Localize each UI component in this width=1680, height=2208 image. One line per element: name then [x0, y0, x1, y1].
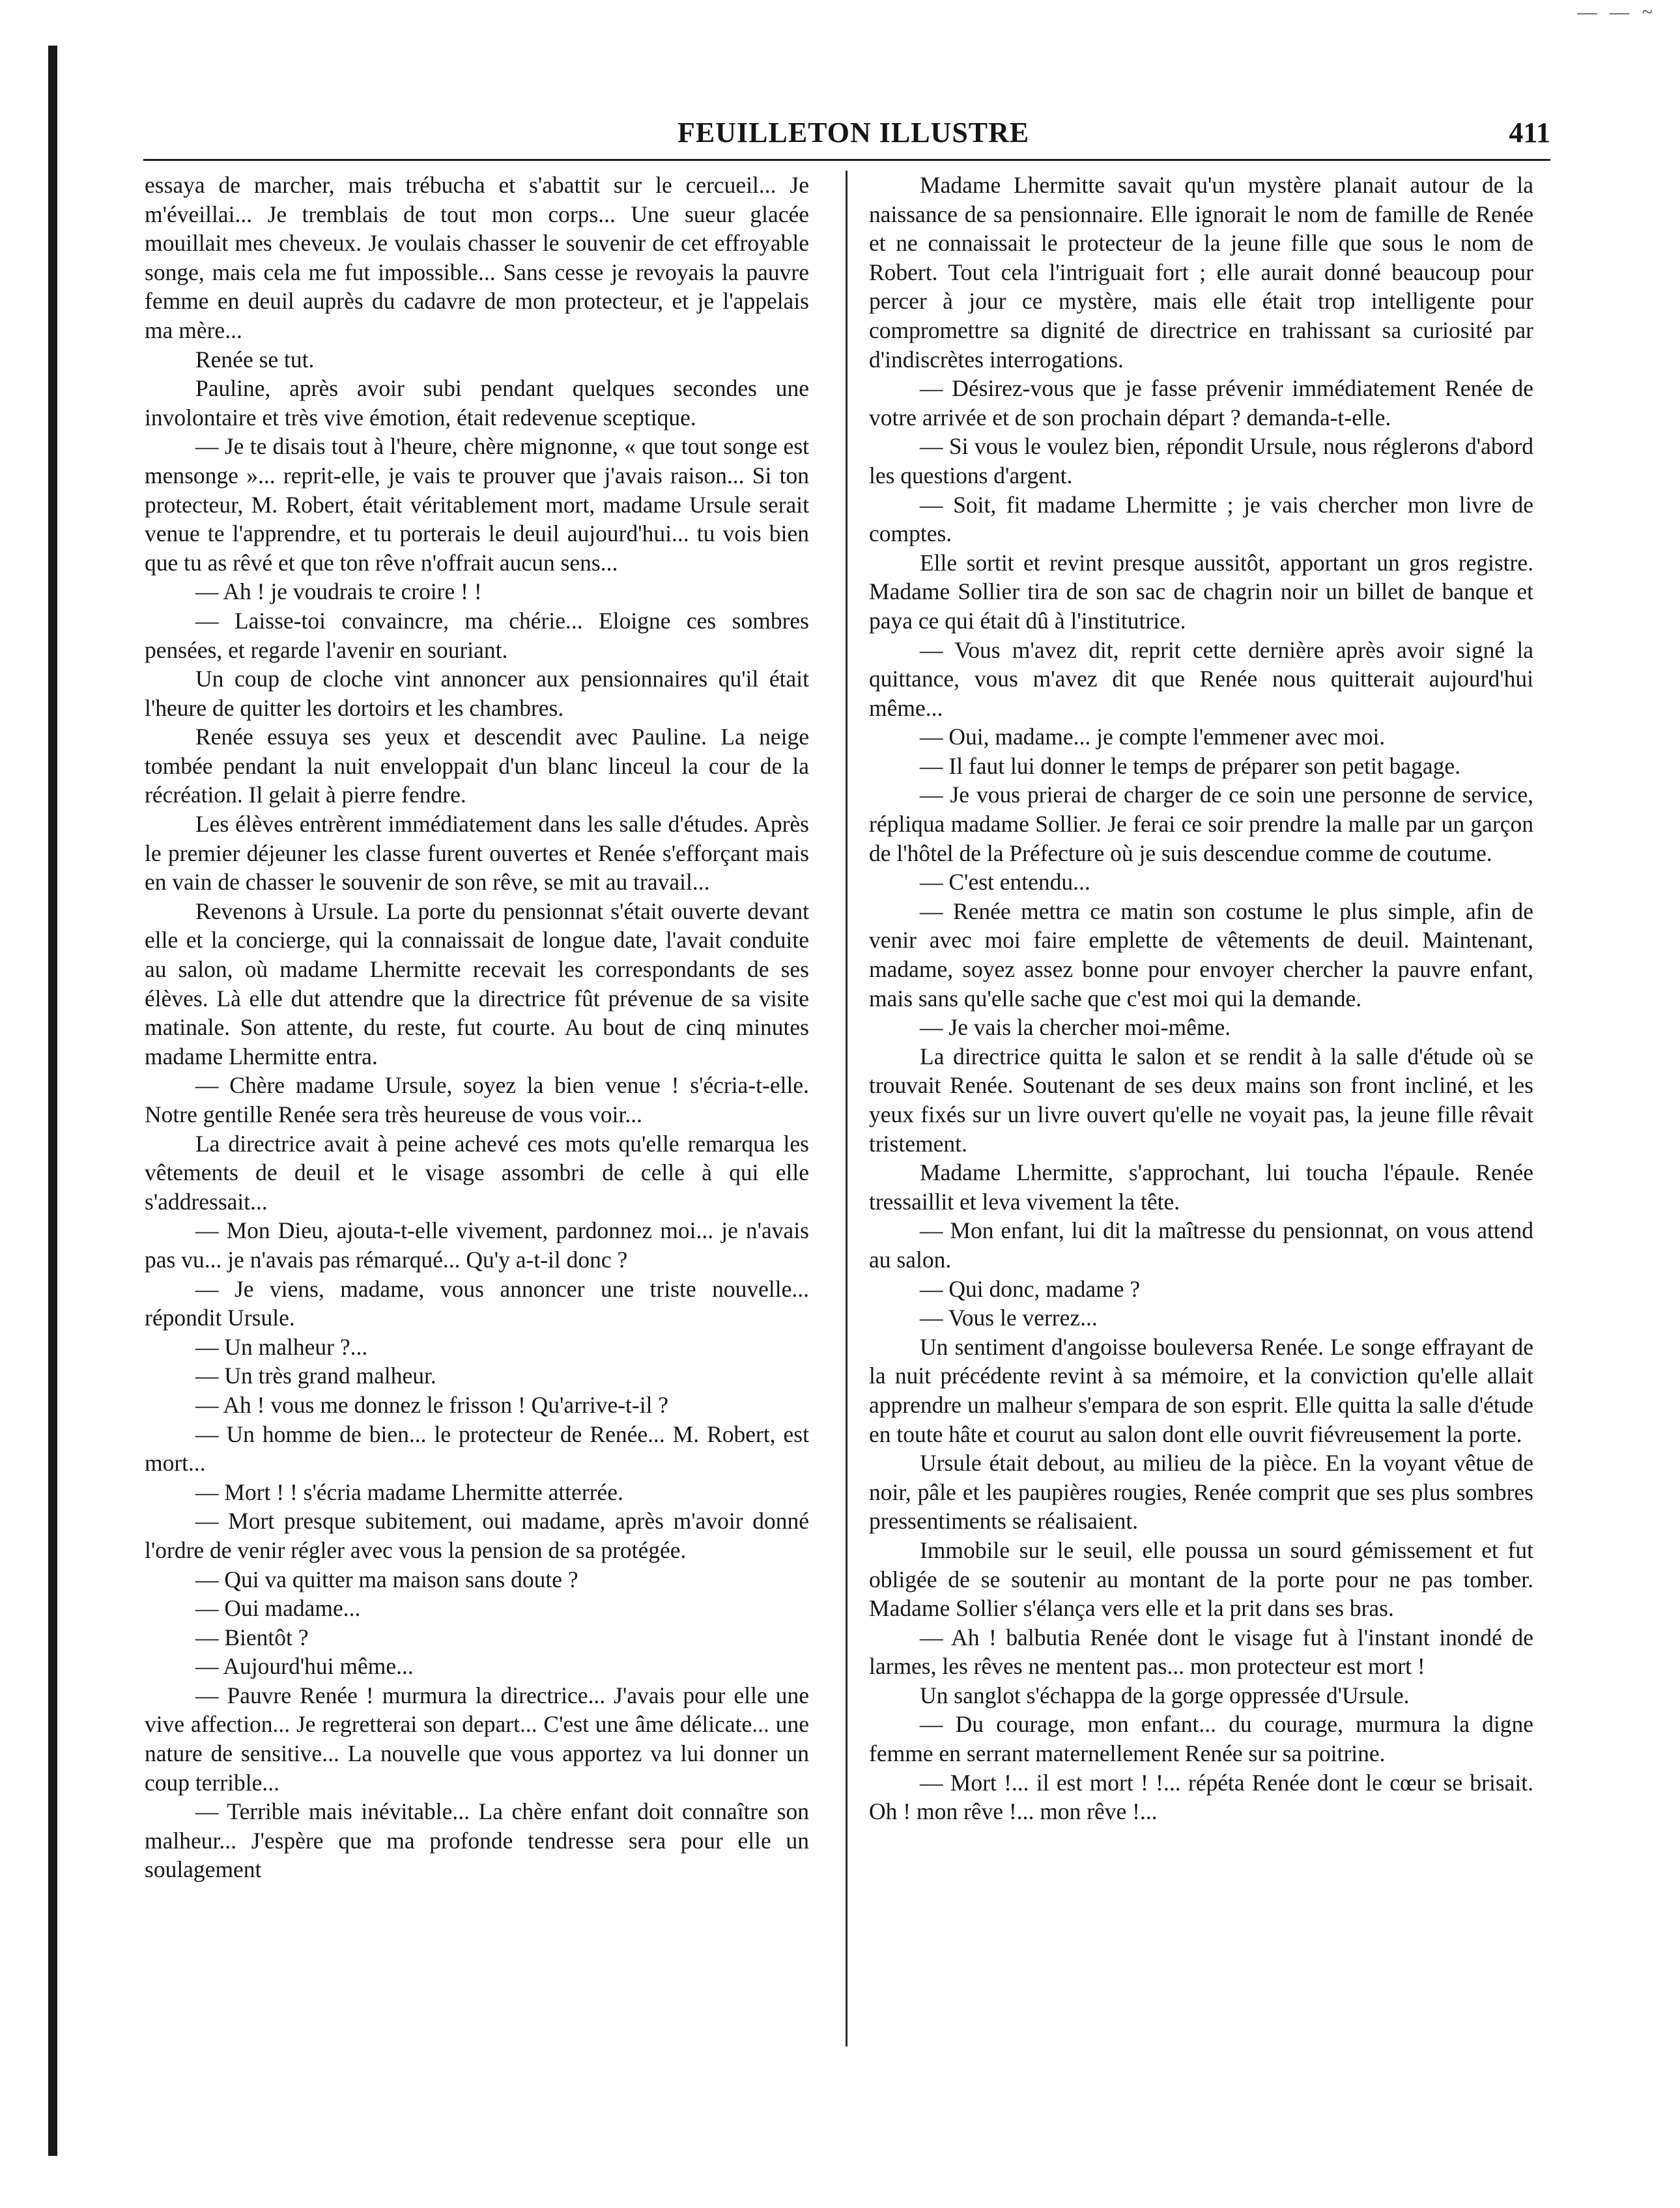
paragraph: — Je vais la chercher moi-même.	[920, 1014, 1231, 1041]
paragraph: — Chère madame Ursule, soyez la bien venue ! s'écria-t-elle. Notre gentille Renée sera très heureuse de vous voir...	[145, 1072, 809, 1127]
paragraph: La directrice quitta le salon et se rendit à la salle d'étude où se trouvait Renée. Soutenant de ses deux mains son front incliné, et les yeux fixés sur un livre ouvert qu'elle ne voyait pas, la jeune fille rêvait tristement.	[869, 1043, 1533, 1157]
paragraph: — Du courage, mon enfant... du courage, murmura la digne femme en serrant maternellement Renée sur sa poitrine.	[869, 1711, 1533, 1767]
paragraph: — Qui va quitter ma maison sans doute ?	[195, 1566, 578, 1592]
paragraph: — Terrible mais inévitable... La chère enfant doit connaître son malheur... J'espère que ma profonde tendresse sera pour elle un soulagement	[145, 1798, 809, 1883]
paragraph: — Aujourd'hui même...	[195, 1653, 414, 1680]
paragraph: Un sentiment d'angoisse bouleversa Renée. Le songe effrayant de la nuit précédente revint à sa mémoire, et la conviction qu'elle allait apprendre un malheur s'empara de son esprit. Elle quitta la salle d'étude en toute hâte et courut au salon dont elle ouvrit fiévreusement la porte.	[869, 1333, 1533, 1447]
paragraph: Un sanglot s'échappa de la gorge oppressée d'Ursule.	[920, 1682, 1410, 1708]
paragraph: Ursule était debout, au milieu de la pièce. En la voyant vêtue de noir, pâle et les paupières rougies, Renée comprit que ses plus sombres pressentiments se réalisaient.	[869, 1450, 1533, 1535]
paragraph: — Un malheur ?...	[195, 1333, 368, 1360]
column-rule	[846, 171, 847, 2046]
paragraph: — Mort presque subitement, oui madame, après m'avoir donné l'ordre de venir régler avec vous la pension de sa protégée.	[145, 1508, 809, 1563]
paragraph: — Je vous prierai de charger de ce soin une personne de service, répliqua madame Sollier. Je ferai ce soir prendre la malle par un garçon de l'hôtel de la Préfecture où je suis descendue comme de coutume.	[869, 782, 1533, 866]
paragraph: Un coup de cloche vint annoncer aux pensionnaires qu'il était l'heure de quitter les dortoirs et les chambres.	[145, 666, 809, 721]
paragraph: — Laisse-toi convaincre, ma chérie... Eloigne ces sombres pensées, et regarde l'avenir en souriant.	[145, 607, 809, 663]
paragraph: — Vous m'avez dit, reprit cette dernière après avoir signé la quittance, vous m'avez dit que Renée nous quitterait aujourd'hui même...	[869, 636, 1533, 721]
paragraph: Madame Lhermitte savait qu'un mystère planait autour de la naissance de sa pensionnaire. Elle ignorait le nom de famille de Renée et ne connaissait le protecteur de la jeune fille que sous le nom de Robert. Tout cela l'intriguait fort ; elle aurait donné beaucoup pour percer à jour ce mystère, mais elle était trop intelligente pour compromettre sa dignité de directrice en trahissant sa curiosité par d'indiscrètes interrogations.	[869, 172, 1533, 373]
paragraph: — Désirez-vous que je fasse prévenir immédiatement Renée de votre arrivée et de son prochain départ ? demanda-t-elle.	[869, 375, 1533, 431]
paragraph: — Mon enfant, lui dit la maîtresse du pensionnat, on vous attend au salon.	[869, 1217, 1533, 1273]
paragraph: — Je viens, madame, vous annoncer une triste nouvelle... répondit Ursule.	[145, 1275, 809, 1331]
paragraph: — C'est entendu...	[920, 869, 1090, 896]
paragraph: — Mon Dieu, ajouta-t-elle vivement, pardonnez moi... je n'avais pas vu... je n'avais pas rémarqué... Qu'y a-t-il donc ?	[145, 1217, 809, 1273]
paragraph: Revenons à Ursule. La porte du pensionnat s'était ouverte devant elle et la concierge, qui la connaissait de longue date, l'avait conduite au salon, où madame Lhermitte recevait les correspondants de ses élèves. Là elle dut attendre que la directrice fût prévenue de sa visite matinale. Son attente, du reste, fut courte. Au bout de cinq minutes madame Lhermitte entra.	[145, 898, 809, 1069]
paragraph: Renée se tut.	[195, 346, 315, 373]
paragraph: — Renée mettra ce matin son costume le plus simple, afin de venir avec moi faire emplette de vêtements de deuil. Maintenant, madame, soyez assez bonne pour envoyer chercher la pauvre enfant, mais sans qu'elle sache que c'est moi qui la demande.	[869, 898, 1533, 1012]
paragraph: — Mort !... il est mort ! !... répéta Renée dont le cœur se brisait. Oh ! mon rêve !... mon rêve !...	[869, 1769, 1533, 1825]
paragraph: Renée essuya ses yeux et descendit avec Pauline. La neige tombée pendant la nuit enveloppait d'un blanc linceul la cour de la récréation. Il gelait à pierre fendre.	[145, 724, 809, 808]
paragraph: — Un homme de bien... le protecteur de Renée... M. Robert, est mort...	[145, 1421, 809, 1477]
paragraph: — Il faut lui donner le temps de préparer son petit bagage.	[920, 752, 1461, 779]
binding-edge	[48, 46, 57, 2156]
paragraph: — Ah ! balbutia Renée dont le visage fut à l'instant inondé de larmes, les rêves ne mentent pas... mon protecteur est mort !	[869, 1624, 1533, 1680]
paragraph: — Pauvre Renée ! murmura la directrice... J'avais pour elle une vive affection... Je regretterai son depart... C'est une âme délicate... une nature de sensitive... La nouvelle que vous apportez va lui donner un coup terrible...	[145, 1682, 809, 1796]
right-column	[869, 171, 1533, 1826]
running-title: FEUILLETON ILLUSTRE	[677, 117, 1030, 149]
paragraph: — Si vous le voulez bien, répondit Ursule, nous réglerons d'abord les questions d'argent.	[869, 433, 1533, 488]
header-rule	[143, 159, 1550, 161]
corner-ink-mark: — — ~	[1577, 1, 1657, 23]
paragraph: — Bientôt ?	[195, 1624, 309, 1650]
paragraph: essaya de marcher, mais trébucha et s'abattit sur le cercueil... Je m'éveillai... Je tremblais de tout mon corps... Une sueur glacée mouillait mes cheveux. Je voulais chasser le souvenir de cet effroyable songe, mais cela me fut impossible... Sans cesse je revoyais la pauvre femme en deuil auprès du cadavre de mon protecteur, et je l'appelais ma mère...	[145, 172, 809, 343]
paragraph: Madame Lhermitte, s'approchant, lui toucha l'épaule. Renée tressaillit et leva vivement la tête.	[869, 1159, 1533, 1215]
paragraph: — Mort ! ! s'écria madame Lhermitte atterrée.	[195, 1479, 623, 1505]
paragraph: — Ah ! vous me donnez le frisson ! Qu'arrive-t-il ?	[195, 1391, 669, 1418]
left-column	[145, 171, 809, 1884]
paragraph: — Oui, madame... je compte l'emmener avec moi.	[920, 724, 1386, 750]
page-header	[143, 116, 1550, 155]
paragraph: — Oui madame...	[195, 1595, 361, 1622]
paragraph: — Vous le verrez...	[920, 1305, 1098, 1331]
page-number: 411	[1509, 117, 1550, 149]
paragraph: — Qui donc, madame ?	[920, 1275, 1141, 1302]
paragraph: — Ah ! je voudrais te croire ! !	[195, 578, 482, 605]
paragraph: La directrice avait à peine achevé ces mots qu'elle remarqua les vêtements de deuil et le visage assombri de celle à qui elle s'addressait...	[145, 1130, 809, 1215]
paragraph: Elle sortit et revint presque aussitôt, apportant un gros registre. Madame Sollier tira de son sac de chagrin noir un billet de banque et paya ce qui était dû à l'institutrice.	[869, 549, 1533, 634]
paragraph: Pauline, après avoir subi pendant quelques secondes une involontaire et très vive émotion, était redevenue sceptique.	[145, 375, 809, 431]
paragraph: Les élèves entrèrent immédiatement dans les salle d'études. Après le premier déjeuner les classe furent ouvertes et Renée s'efforçant mais en vain de chasser le souvenir de son rêve, se mit au travail...	[145, 811, 809, 896]
paragraph: Immobile sur le seuil, elle poussa un sourd gémissement et fut obligée de se soutenir au montant de la porte pour ne pas tomber. Madame Sollier s'élança vers elle et la prit dans ses bras.	[869, 1536, 1533, 1622]
paragraph: — Un très grand malheur.	[195, 1363, 436, 1389]
paragraph: — Je te disais tout à l'heure, chère mignonne, « que tout songe est mensonge »... reprit-elle, je vais te prouver que j'avais raison... Si ton protecteur, M. Robert, était véritablement mort, madame Ursule serait venue te l'apprendre, et tu porterais le deuil aujourd'hui... tu vois bien que tu as rêvé et que ton rêve n'offrait aucun sens...	[145, 433, 809, 576]
paragraph: — Soit, fit madame Lhermitte ; je vais chercher mon livre de comptes.	[869, 491, 1533, 547]
